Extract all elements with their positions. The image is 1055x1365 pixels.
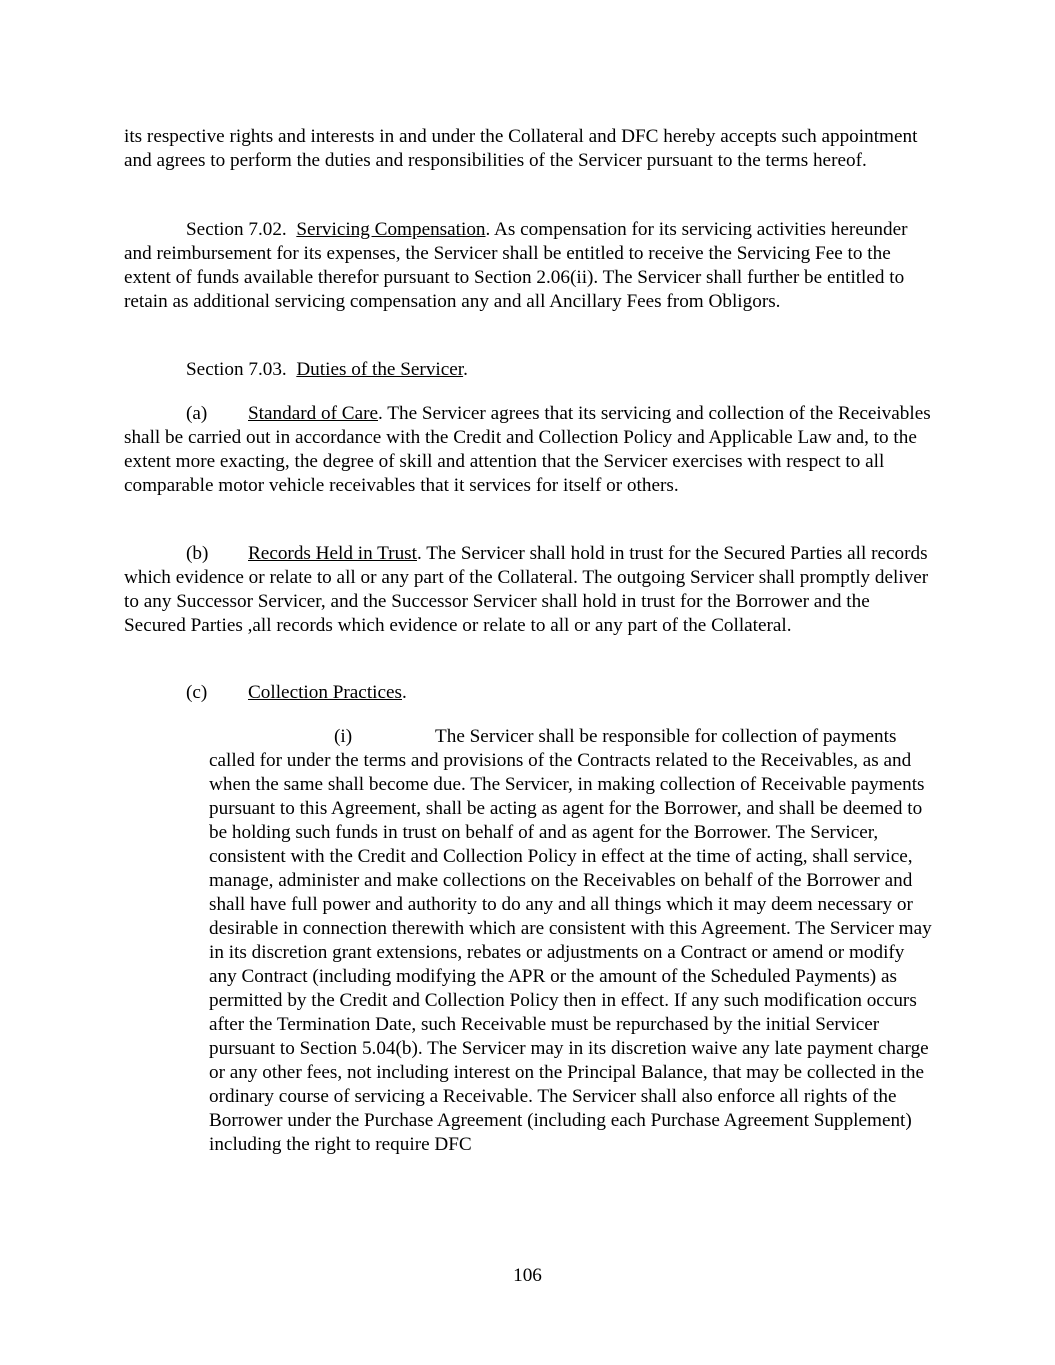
section-7-02-heading: Servicing Compensation [296, 219, 486, 240]
clause-b [124, 542, 934, 638]
clause-b-body: . The Servicer shall hold in trust for the Secured Parties all records which evidence or relate to all or any part of the Collateral. The outgoing Servicer shall promptly deliver to any Successor Servicer, and the Successor Servicer shall hold in trust for the Borrower and the Secured Parties ,all records which evidence or relate to all or any part of the Collateral. [124, 543, 929, 636]
subclause-i-label: (i) [334, 726, 353, 747]
section-7-03 [124, 358, 934, 382]
clause-c-suffix: . [402, 682, 407, 703]
continuation-paragraph [124, 125, 934, 173]
clause-a-body: . The Servicer agrees that its servicing and collection of the Receivables shall be carried out in accordance with the Credit and Collection Policy and Applicable Law and, to the extent more exacting, the degree of skill and attention that the Servicer exercises with respect to all comparable motor vehicle receivables that it services for itself or others. [124, 403, 931, 496]
clause-a [124, 402, 934, 498]
section-7-03-suffix: . [463, 359, 468, 380]
clause-a-heading: Standard of Care [248, 403, 379, 424]
subclause-i-body: The Servicer shall be responsible for collection of payments called for under the terms and provisions of the Contracts related to the Receivables, as and when the same shall become due. The Servicer, in making collection of Receivable payments pursuant to this Agreement, shall be acting as agent for the Borrower, and shall be deemed to be holding such funds in trust on behalf of and as agent for the Borrower. The Servicer, consistent with the Credit and Collection Policy in effect at the time of acting, shall service, manage, administer and make collections on the Receivables on behalf of the Borrower and shall have full power and authority to do any and all things which it may deem necessary or desirable in connection therewith which are consistent with this Agreement. The Servicer may in its discretion grant extensions, rebates or adjustments on a Contract or amend or modify any Contract (including modifying the APR or the amount of the Scheduled Payments) as permitted by the Credit and Collection Policy then in effect. If any such modification occurs after the Termination Date, such Receivable must be repurchased by the initial Servicer pursuant to Section 5.04(b). The Servicer may in its discretion waive any late payment charge or any other fees, not including interest on the Principal Balance, that may be collected in the ordinary course of servicing a Receivable. The Servicer shall also enforce all rights of the Borrower under the Purchase Agreement (including each Purchase Agreement Supplement) including the right to require DFC [209, 726, 932, 1155]
section-7-03-heading: Duties of the Servicer [296, 359, 464, 380]
section-7-02 [124, 218, 934, 314]
clause-c-heading: Collection Practices [248, 682, 402, 703]
page-number: 106 [513, 1265, 542, 1286]
section-7-02-number: Section 7.02. [186, 219, 287, 240]
clause-c-label: (c) [186, 682, 208, 703]
clause-b-label: (b) [186, 543, 209, 564]
clause-c [124, 681, 934, 705]
section-7-02-body: . As compensation for its servicing activities hereunder and reimbursement for its expenses, the Servicer shall be entitled to receive the Servicing Fee to the extent of funds available therefor pursuant to Section 2.06(ii). The Servicer shall further be entitled to retain as additional servicing compensation any and all Ancillary Fees from Obligors. [124, 219, 908, 312]
clause-a-label: (a) [186, 403, 208, 424]
continuation-text: its respective rights and interests in and under the Collateral and DFC hereby accepts such appointment and agrees to perform the duties and responsibilities of the Servicer pursuant to the terms hereof. [124, 126, 918, 171]
clause-b-heading: Records Held in Trust [248, 543, 417, 564]
subclause-i [209, 725, 934, 1157]
section-7-03-number: Section 7.03. [186, 359, 287, 380]
